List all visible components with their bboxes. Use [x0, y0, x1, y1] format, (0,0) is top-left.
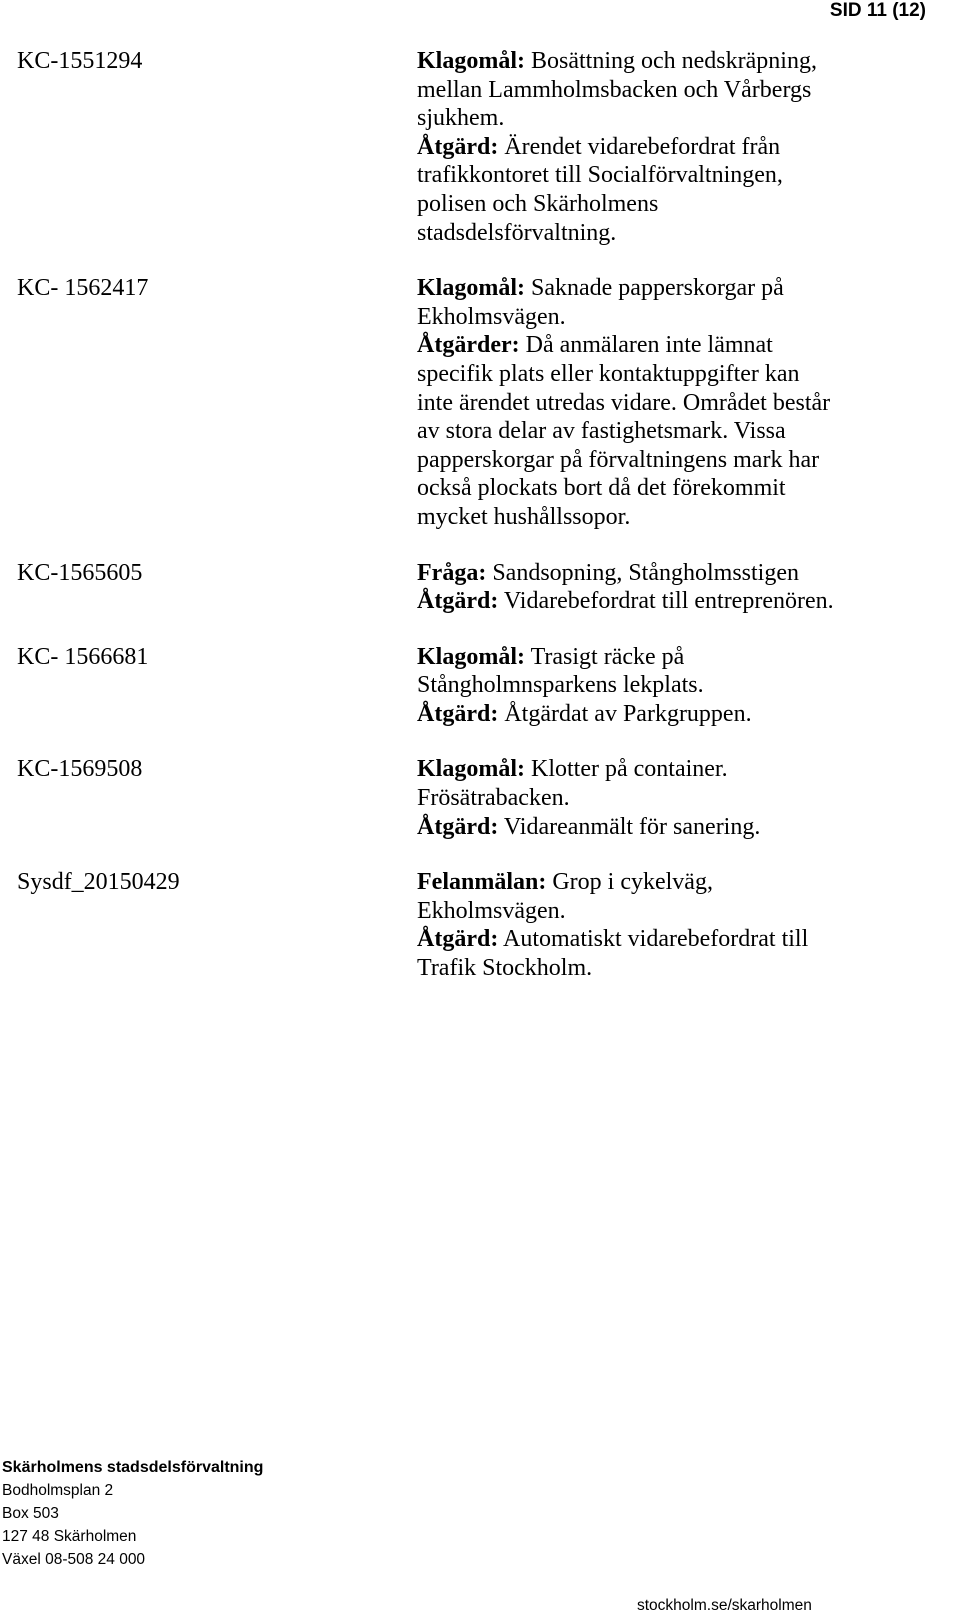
case-line: [417, 133, 837, 247]
case-id: KC- 1562417: [17, 275, 149, 302]
case-description: [417, 755, 837, 841]
case-line-text: Grop i cykelväg, Ekholmsvägen.: [417, 869, 713, 924]
footer-org-name: Skärholmens stadsdelsförvaltning: [2, 1459, 264, 1476]
case-line: [417, 813, 837, 842]
case-id: KC- 1566681: [17, 643, 149, 670]
case-line-label: Klagomål:: [417, 275, 525, 302]
case-line-label: Felanmälan:: [417, 869, 547, 896]
case-entry: [0, 643, 960, 729]
case-line: [417, 755, 837, 812]
case-line: [417, 47, 837, 133]
case-description: [417, 47, 837, 247]
case-line: [417, 559, 837, 588]
case-line-text: Vidareanmält för sanering.: [498, 813, 761, 840]
case-line-label: Fråga:: [417, 559, 487, 586]
case-line-label: Åtgärd:: [417, 133, 499, 160]
case-line-text: Bosättning och nedskräpning, mellan Lammholmsbacken och Vårbergs sjukhem.: [417, 48, 817, 132]
case-line-label: Klagomål:: [417, 48, 525, 74]
case-entry: [0, 868, 960, 982]
case-description: [417, 643, 837, 729]
case-entry: [0, 47, 960, 247]
case-line: [417, 587, 837, 616]
footer-postal: 127 48 Skärholmen: [2, 1528, 137, 1545]
case-entry: [0, 274, 960, 531]
case-line-text: Vidarebefordrat till entreprenören.: [498, 588, 834, 615]
case-line-label: Åtgärd:: [417, 700, 499, 727]
case-line-text: Klotter på container. Frösätrabacken.: [417, 756, 728, 812]
case-line-text: Då anmälaren inte lämnat specifik plats eller kontaktuppgifter kan inte ärendet utredas vidare. Området består av stora delar av fastighetsmark. Vissa papperskorgar på förvaltningens mark har också plockats bort då det förekommit mycket hushållssopor.: [417, 332, 831, 530]
case-line: [417, 925, 837, 982]
case-line: [417, 643, 837, 700]
footer-address: [2, 1456, 263, 1571]
footer-street: Bodholmsplan 2: [2, 1482, 114, 1499]
case-line-label: Klagomål:: [417, 756, 525, 783]
case-line-label: Åtgärder:: [417, 332, 520, 359]
case-line-text: Sandsopning, Stångholmsstigen: [486, 559, 799, 586]
case-line-text: Åtgärdat av Parkgruppen.: [498, 700, 752, 727]
footer-phone: Växel 08-508 24 000: [2, 1551, 146, 1568]
case-line-label: Åtgärd:: [417, 588, 499, 615]
page-number: SID 11 (12): [829, 0, 926, 21]
case-description: [417, 559, 837, 616]
case-id: KC-1565605: [17, 559, 143, 586]
case-line-label: Åtgärd:: [417, 926, 499, 953]
case-line-label: Åtgärd:: [417, 813, 499, 840]
case-line-text: Trasigt räcke på Stångholmnsparkens lekplats.: [417, 643, 704, 699]
case-line-text: Saknade papperskorgar på Ekholmsvägen.: [417, 275, 784, 330]
case-entry: [0, 755, 960, 841]
case-description: [417, 868, 837, 982]
case-list: [0, 47, 960, 1010]
case-line: [417, 331, 837, 531]
case-line: [417, 274, 837, 331]
case-entry: [0, 559, 960, 616]
case-description: [417, 274, 837, 531]
case-id: KC-1569508: [17, 756, 143, 783]
case-line: [417, 700, 837, 729]
case-line-text: Automatiskt vidarebefordrat till Trafik Stockholm.: [417, 926, 809, 982]
case-id: KC-1551294: [17, 48, 143, 74]
case-id: Sysdf_20150429: [17, 869, 180, 896]
footer-website-link[interactable]: stockholm.se/skarholmen: [637, 1597, 812, 1614]
case-line: [417, 868, 837, 925]
case-line-text: Ärendet vidarebefordrat från trafikkontoret till Socialförvaltningen, polisen och Skärholmens stadsdelsförvaltning.: [417, 133, 783, 246]
footer-box: Box 503: [2, 1505, 59, 1522]
case-line-label: Klagomål:: [417, 643, 525, 670]
